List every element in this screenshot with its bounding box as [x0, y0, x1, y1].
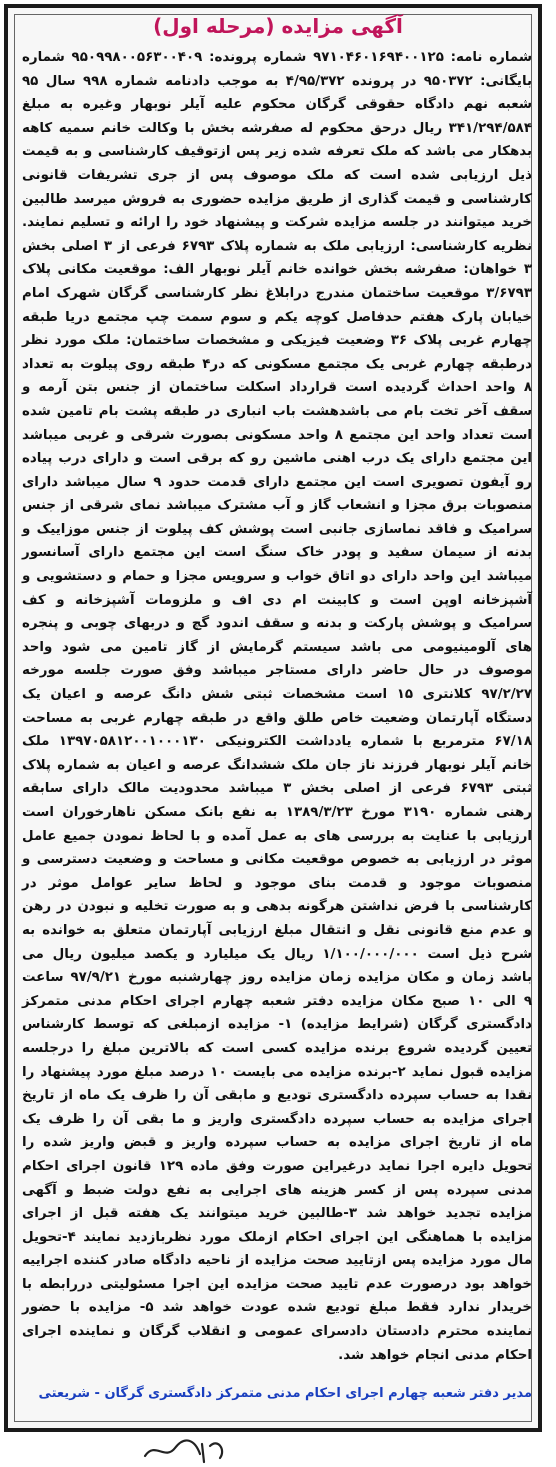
notice-paragraph: شماره نامه: ۹۷۱۰۴۶۰۱۶۹۴۰۰۱۲۵ شماره پرونده: ۹۵۰۹۹۸۰۰۵۶۳۰۰۴۰۹ شماره بایگانی: ۹۵۰۳۷۲ در پرونده ۴/۹۵/۳۷۲ به موجب دادنامه شماره ۹۹۸ سال ۹۵ شعبه نهم دادگاه حقوقی گرگان محکوم علیه آیلر نوبهار وغیره به مبلغ ۳۴۱/۲۹۴/۵۸۴ ریال درحق محکوم له صفرشه بخش با وکالت خانم سمیه کاهه بدهکار می باشد که ملک تعرفه شده زیر پس ازتوقیف کارشناسی و به قیمت ذیل ارزیابی شده است که ملک موصوف پس از جری تشریفات قانونی کارشناسی و قیمت گذاری از طریق مزایده حضوری به فروش میرسد طالبین خرید میتوانند در جلسه مزایده شرکت و پیشنهاد خود را ارائه و تسلیم نمایند. نظریه کارشناسی: ارزیابی ملک به شماره پلاک ۶۷۹۳ فرعی از ۳ اصلی بخش ۳ خواهان: صفرشه بخش خوانده خانم آیلر نوبهار الف: موقعیت مکانی پلاک ۳/۶۷۹۳ موقعیت ساختمان مندرج درابلاغ نظر کارشناسی گرگان شهرک امام خیابان پارک هفتم حدفاصل کوچه یکم و سوم سمت چپ مجتمع دریا طبقه چهارم غربی پلاک ۳۶ وضعیت فیزیکی و مشخصات ساختمان: ملک مورد نظر درطبقه چهارم غربی یک مجتمع مسکونی که در۴ طبقه روی پیلوت به تعداد ۸ واحد احداث گردیده است قرارداد اسکلت ساختمان از جنس بتن آرمه و سقف آخر تخت بام می باشدهشت باب انباری در طبقه پشت بام تامین شده است تعداد واحد این مجتمع ۸ واحد مسکونی بصورت شرقی و غربی میباشد این مجتمع دارای یک درب اهنی ماشین رو که برقی است و دارای درب پیاده رو آیفون تصویری است این مجتمع دارای قدمت حدود ۹ سال میباشد دارای منصوبات برق مجزا و انشعاب گاز و آب مشترک میباشد نمای شرقی از جنس سرامیک و فاقد نماسازی جانبی است پوشش کف پیلوت از جنس موزاییک و بدنه از سیمان سفید و پودر خاک سنگ است این مجتمع دارای آسانسور میباشد این واحد دارای دو اتاق خواب و سرویس مجزا و حمام و دستشویی و آشپزخانه اوپن است و کابینت ام دی اف و ملزومات آشپزخانه و کف سرامیک و پوشش پارکت و بدنه و سقف اندود گچ و دربهای چوبی و پنجره های آلومینیومی می باشد سیستم گرمایش از گاز تامین می شود واحد موصوف در حال حاضر دارای مستاجر میباشد وفق صورت جلسه مورخه ۹۷/۲/۲۷ کلانتری ۱۵ است مشخصات ثبتی شش دانگ عرصه و اعیان یک دستگاه آپارتمان وضعیت خاص طلق واقع در طبقه چهارم غربی به مساحت ۶۷/۱۸ مترمربع با شماره یادداشت الکترونیکی ۱۳۹۷۰۵۸۱۲۰۰۱۰۰۰۱۳۰ ملک خانم آیلر نوبهار فرزند ناز جان ملک ششدانگ عرصه و اعیان به شماره پلاک ثبتی ۶۷۹۳ فرعی از اصلی بخش ۳ میباشد محدودیت مالک دارای سابقه رهنی شماره ۳۱۹۰ مورخ ۱۳۸۹/۳/۲۳ به نفع بانک مسکن ناهارخوران است ارزیابی با عنایت به بررسی های به عمل آمده و با لحاظ نمودن جمیع عامل موثر در ارزیابی به خصوص موقعیت مکانی و مساحت و وضعیت دسترسی و منصوبات موجود و قدمت بنای موجود و لحاظ سایر عوامل موثر در کارشناسی با فرض نداشتن هرگونه بدهی و به صورت تخلیه و نبودن در رهن و عدم منع قانونی نقل و انتقال مبلغ ارزیابی آپارتمان متعلق به خوانده به شرح ذیل است ۱/۱۰۰/۰۰۰/۰۰۰ ریال یک میلیارد و یکصد میلیون ریال می باشد زمان و مکان مزایده زمان مزایده روز چهارشنبه مورخ ۹۷/۹/۲۱ ساعت ۹ الی ۱۰ صبح مکان مزایده دفتر شعبه چهارم اجرای احکام مدنی متمرکز دادگستری گرگان (شرایط مزایده) ۱- مزایده ازمبلغی که توسط کارشناس تعیین گردیده شروع برنده مزایده کسی است که بالاترین مبلغ را درجلسه مزایده قبول نماید ۲-برنده مزایده می بایست ۱۰ درصد مبلغ مورد پیشنهاد را نقدا به حساب سپرده دادگستری تودیع و مابقی آن را ظرف یک ماه از تاریخ اجرای مزایده به حساب سپرده دادگستری واریز و ما بقی آن را ظرف یک ماه از تاریخ اجرای مزایده به حساب سپرده واریز و قبض واریز شده را تحویل دایره اجرا نماید درغیراین صورت وفق ماده ۱۲۹ قانون اجرای احکام مدنی سپرده پس از کسر هزینه های اجرایی به نفع دولت ضبط و آگهی مزایده تجدید خواهد شد ۳-طالبین خرید میتوانند یک هفته قبل از اجرای مزایده با هماهنگی این اجرای احکام ازملک مورد نظربازدید نمایند ۴-تحویل مال مورد مزایده پس ازتایید صحت مزایده از ناحیه دادگاه صادر کننده اجراییه خواهد بود درصورت عدم تایید صحت مزایده این اجرا مسئولیتی دررابطه با خریدار ندارد فقط مبلغ تودیع شده عودت خواهد شد ۵- مزایده با حضور نماینده محترم دادستان دادسرای عمومی و انقلاب گرگان و نماینده اجرای احکام مدنی انجام خواهد شد. [22, 50, 533, 1363]
notice-body [22, 46, 532, 1367]
notice-title: آگهی مزایده (مرحله اول) [153, 14, 403, 38]
handwritten-mark [140, 1436, 230, 1464]
signature-line: مدیر دفتر شعبه چهارم اجرای احکام مدنی متمرکز دادگستری گرگان - شریعتی [38, 1386, 532, 1401]
